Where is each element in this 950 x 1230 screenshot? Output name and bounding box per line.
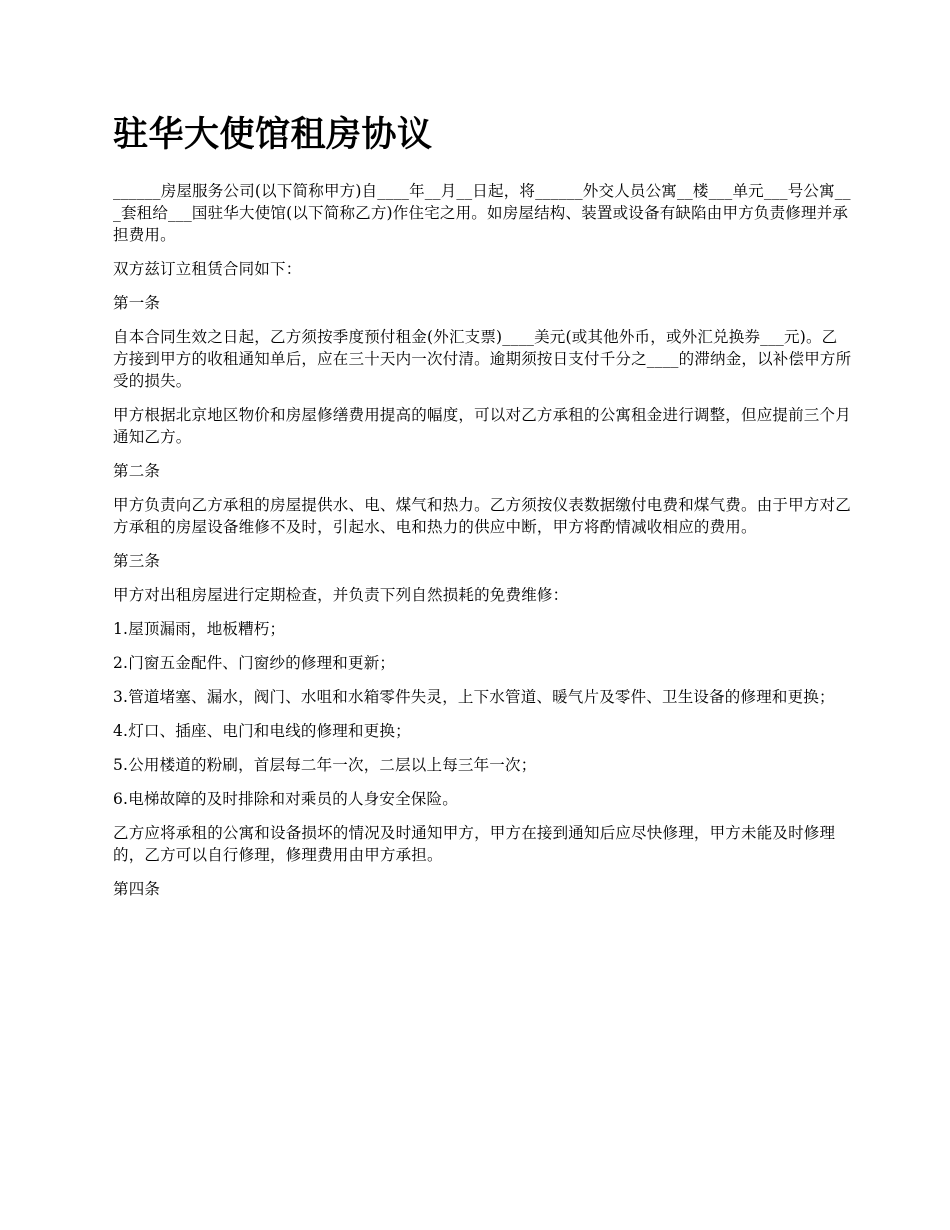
paragraph-maintenance-intro: 甲方对出租房屋进行定期检查，并负责下列自然损耗的免费维修： [113, 586, 569, 604]
article-heading-1: 第一条 [113, 294, 161, 312]
list-item-maintenance-4: 4.灯口、插座、电门和电线的修理和更换； [113, 722, 411, 740]
list-item-maintenance-6: 6.电梯故障的及时排除和对乘员的人身安全保险。 [113, 790, 458, 808]
list-item-maintenance-1: 1.屋顶漏雨，地板糟朽； [113, 620, 286, 638]
paragraph-rent-payment: 自本合同生效之日起，乙方须按季度预付租金(外汇支票)____美元(或其他外币，或外汇兑换券___元)。乙方接到甲方的收租通知单后，应在三十天内一次付清。逾期须按日支付千分之____的滞纳金，以补偿甲方所受的损失。 [113, 328, 852, 390]
list-item-maintenance-3: 3.管道堵塞、漏水，阀门、水咀和水箱零件失灵，上下水管道、暖气片及零件、卫生设备的修理和更换； [113, 688, 835, 706]
paragraph-damage-notice: 乙方应将承租的公寓和设备损坏的情况及时通知甲方，甲方在接到通知后应尽快修理，甲方未能及时修理的，乙方可以自行修理，修理费用由甲方承担。 [113, 824, 836, 864]
paragraph-intro: ______房屋服务公司(以下简称甲方)自____年__月__日起，将______外交人员公寓__楼___单元___号公寓___套租给___国驻华大使馆(以下简称乙方)作住宅之用。如房屋结构、装置或设备有缺陷由甲方负责修理并承担费用。 [113, 182, 851, 244]
paragraph-agreement-preamble: 双方兹订立租赁合同如下： [113, 260, 302, 278]
paragraph-rent-adjustment: 甲方根据北京地区物价和房屋修缮费用提高的幅度，可以对乙方承租的公寓租金进行调整，但应提前三个月通知乙方。 [113, 406, 851, 446]
article-heading-4: 第四条 [113, 880, 161, 898]
document-page [113, 110, 853, 912]
document-title: 驻华大使馆租房协议 [113, 115, 433, 155]
paragraph-utilities: 甲方负责向乙方承租的房屋提供水、电、煤气和热力。乙方须按仪表数据缴付电费和煤气费。由于甲方对乙方承租的房屋设备维修不及时，引起水、电和热力的供应中断，甲方将酌情减收相应的费用。 [113, 496, 851, 536]
list-item-maintenance-2: 2.门窗五金配件、门窗纱的修理和更新； [113, 654, 396, 672]
list-item-maintenance-5: 5.公用楼道的粉刷，首层每二年一次，二层以上每三年一次； [113, 756, 537, 774]
article-heading-3: 第三条 [113, 552, 161, 570]
article-heading-2: 第二条 [113, 462, 161, 480]
